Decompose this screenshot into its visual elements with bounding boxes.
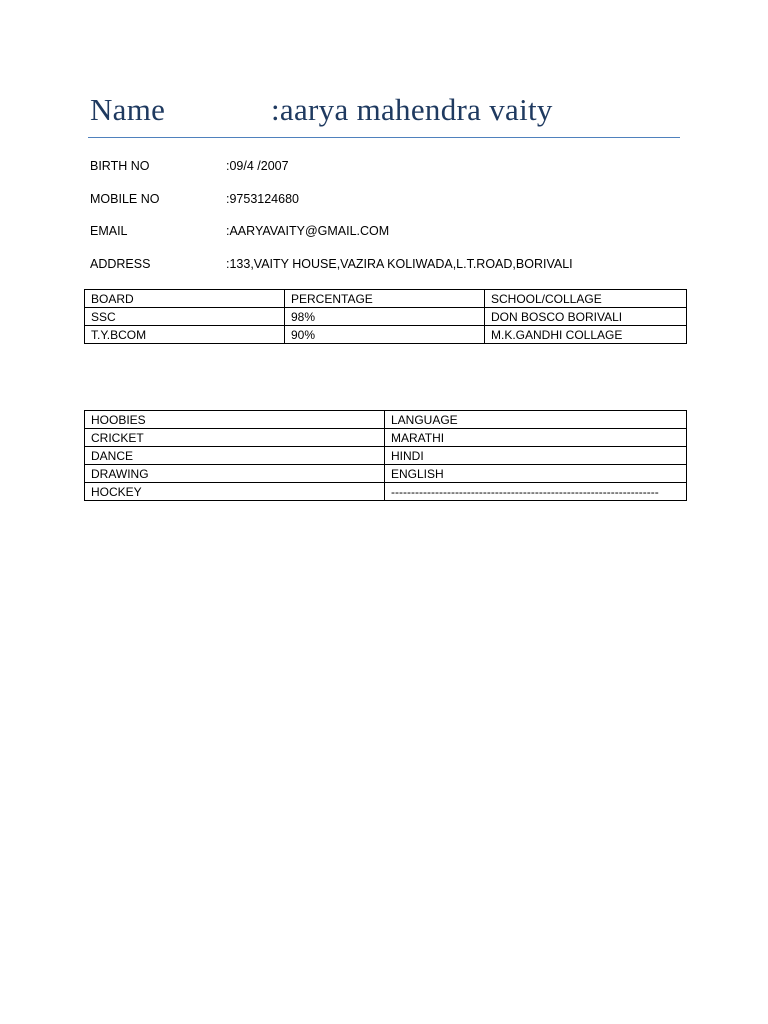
table-cell: SSC <box>85 308 285 326</box>
table-cell: ENGLISH <box>385 465 687 483</box>
table-row <box>85 465 687 483</box>
header-cell-hobbies: HOOBIES <box>85 411 385 429</box>
address-label: ADDRESS <box>90 257 151 271</box>
table-cell: T.Y.BCOM <box>85 326 285 344</box>
address-value: :133,VAITY HOUSE,VAZIRA KOLIWADA,L.T.ROAD,BORIVALI <box>226 257 573 271</box>
education-table <box>84 289 687 344</box>
header-cell-board: BOARD <box>85 290 285 308</box>
header-cell-school: SCHOOL/COLLAGE <box>485 290 687 308</box>
name-label: Name <box>90 92 166 127</box>
table-cell: HINDI <box>385 447 687 465</box>
table-header-row <box>85 290 687 308</box>
mobile-no-label: MOBILE NO <box>90 192 160 206</box>
mobile-no-value: :9753124680 <box>226 192 299 206</box>
email-value: :AARYAVAITY@GMAIL.COM <box>226 224 390 238</box>
table-cell: 98% <box>285 308 485 326</box>
table-header-row <box>85 411 687 429</box>
table-row <box>85 447 687 465</box>
table-row <box>85 483 687 501</box>
header-cell-percentage: PERCENTAGE <box>285 290 485 308</box>
table-cell: CRICKET <box>85 429 385 447</box>
table-row <box>85 429 687 447</box>
header-cell-language: LANGUAGE <box>385 411 687 429</box>
table-cell: HOCKEY <box>85 483 385 501</box>
table-row <box>85 308 687 326</box>
email-label: EMAIL <box>90 224 128 238</box>
table-cell: DRAWING <box>85 465 385 483</box>
table-cell: ------------------------------------------------------------------- <box>385 483 687 501</box>
table-row <box>85 326 687 344</box>
title-divider <box>88 137 680 138</box>
name-value: :aarya mahendra vaity <box>271 92 553 127</box>
table-cell: 90% <box>285 326 485 344</box>
hobby-language-table <box>84 410 687 501</box>
table-cell: DON BOSCO BORIVALI <box>485 308 687 326</box>
birth-no-value: :09/4 /2007 <box>226 159 289 173</box>
table-cell: M.K.GANDHI COLLAGE <box>485 326 687 344</box>
table-cell: MARATHI <box>385 429 687 447</box>
birth-no-label: BIRTH NO <box>90 159 150 173</box>
name-heading <box>90 92 680 136</box>
table-cell: DANCE <box>85 447 385 465</box>
